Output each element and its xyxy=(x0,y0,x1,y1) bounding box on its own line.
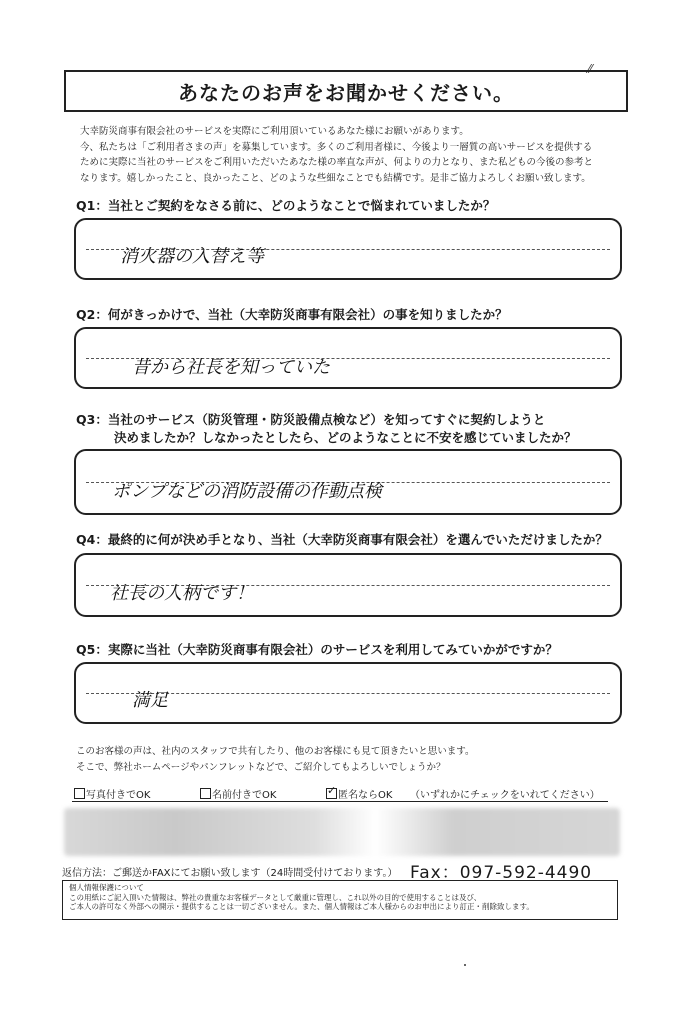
divider xyxy=(72,801,608,802)
answer-box-2[interactable] xyxy=(74,327,622,389)
intro-line: ために実際に当社のサービスをご利用いただいたあなた様の率直な声が、何よりの力となり、また私どもの今後の参考と xyxy=(80,157,594,168)
answer-4-text: 社長の人柄です！ xyxy=(110,583,254,604)
corner-tick-mark: ⁄⁄ xyxy=(588,62,593,76)
option-photo[interactable]: 写真付きでOK xyxy=(74,786,150,801)
question-5: Q5：実際に当社（大幸防災商事有限会社）のサービスを利用してみていかがですか？ xyxy=(76,642,558,657)
footer-note-line: そこで、弊社ホームページやパンフレットなどで、ご紹介してもよろしいでしょうか？ xyxy=(76,762,446,773)
page-title: あなたのお声をお聞かせください。 xyxy=(64,70,628,112)
option-anonymous[interactable]: ✓ 匿名ならOK xyxy=(326,786,392,801)
privacy-notice xyxy=(62,880,618,920)
answer-3-text: ポンプなどの消防設備の作動点検 xyxy=(112,481,382,502)
intro-text xyxy=(80,124,640,186)
redacted-customer-info xyxy=(64,808,620,856)
privacy-line: この用紙にご記入頂いた情報は、弊社の貴重なお客様データとして厳重に管理し、これ以外の目的で使用することは及び、 xyxy=(69,892,482,902)
answer-box-5[interactable] xyxy=(74,662,622,724)
answer-box-4[interactable] xyxy=(74,553,622,617)
checked-checkbox-icon[interactable] xyxy=(326,788,337,799)
intro-line: なります。嬉しかったこと、良かったこと、どのような些細なことでも結構です。是非ご協力よろしくお願い致します。 xyxy=(80,172,591,184)
question-3: Q3：当社のサービス（防災管理・防災設備点検など）を知ってすぐに契約しようと xyxy=(76,412,546,427)
fax-number: Fax：097-592-4490 xyxy=(410,863,593,883)
answer-box-1[interactable] xyxy=(74,218,622,280)
privacy-heading: 個人情報保護について xyxy=(69,883,144,892)
answer-5-text: 満足 xyxy=(132,690,168,711)
answer-box-3[interactable] xyxy=(74,449,622,515)
option-instruction: （いずれかにチェックをいれてください） xyxy=(410,790,600,801)
option-name[interactable]: 名前付きでOK xyxy=(200,786,276,801)
checkbox-icon[interactable] xyxy=(74,788,85,799)
privacy-line: ご本人の許可なく外部への開示・提供することは一切ございません。また、個人情報はご本人様からのお申出により訂正・削除致します。 xyxy=(69,902,534,911)
scan-speck xyxy=(464,964,466,966)
intro-line: 大幸防災商事有限会社のサービスを実際にご利用頂いているあなた様にお願いがあります。 xyxy=(80,126,469,137)
footer-note-line: このお客様の声は、社内のスタッフで共有したり、他のお客様にも見て頂きたいと思います。 xyxy=(76,746,475,757)
return-method: 返信方法：ご郵送かFAXにてお願い致します（24時間受付けております。） xyxy=(62,868,398,879)
question-2: Q2：何がきっかけで、当社（大幸防災商事有限会社）の事を知りましたか？ xyxy=(76,307,508,322)
question-1: Q1：当社とご契約をなさる前に、どのようなことで悩まれていましたか？ xyxy=(76,198,496,213)
permission-options xyxy=(72,784,620,802)
answer-1-text: 消火器の入替え等 xyxy=(120,246,264,267)
intro-line: 今、私たちは「ご利用者さまの声」を募集しています。多くのご利用者様に、今後より一層質の高いサービスを提供する xyxy=(80,141,593,153)
checkbox-icon[interactable] xyxy=(200,788,211,799)
answer-2-text: 昔から社長を知っていた xyxy=(132,357,330,378)
question-3-line-2: 決めましたか？しなかったとしたら、どのようなことに不安を感じていましたか？ xyxy=(114,430,577,445)
question-4: Q4：最終的に何が決め手となり、当社（大幸防災商事有限会社）を選んでいただけましたか？ xyxy=(76,532,608,547)
